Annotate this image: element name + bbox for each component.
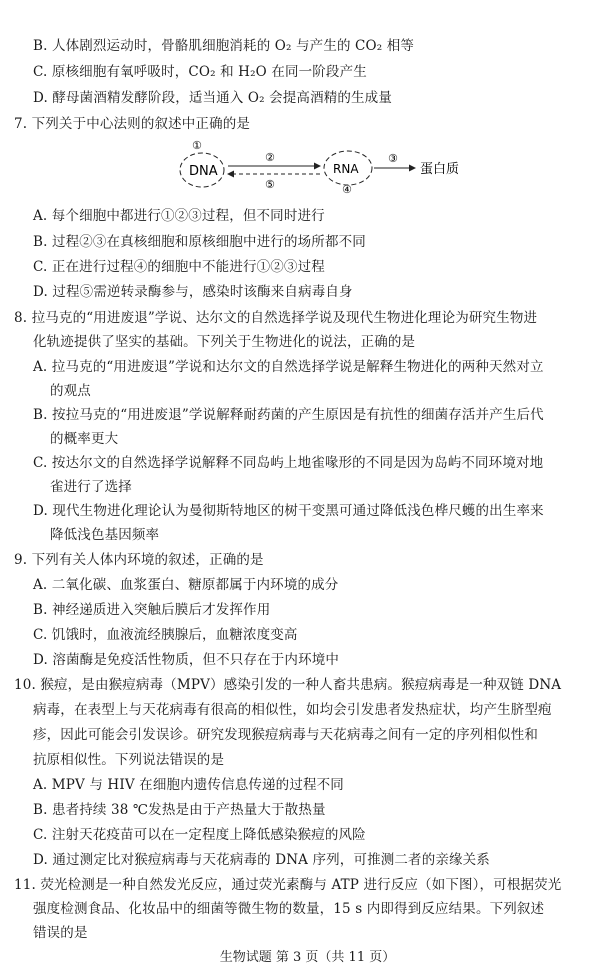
q8-stem-line2: 化轨迹提供了坚实的基础。下列关于生物进化的说法，正确的是 [33,334,416,350]
dna-node: DNA [189,164,218,179]
q8-option-a-line2: 的观点 [50,383,91,399]
step-4-label: ④ [342,183,352,194]
q7-option-a: A. 每个细胞中都进行①②③过程，但不同时进行 [33,208,325,224]
q7-option-b: B. 过程②③在真核细胞和原核细胞中进行的场所都不同 [33,234,366,250]
q8-option-a-line1: A. 拉马克的“用进废退”学说和达尔文的自然选择学说是解释生物进化的两种天然对立 [33,359,544,375]
rna-node: RNA [333,162,359,176]
q10-option-c: C. 注射天花疫苗可以在一定程度上降低感染猴痘的风险 [33,827,366,843]
page-footer: 生物试题 第 3 页（共 11 页） [219,950,396,965]
q9-option-a: A. 二氧化碳、血浆蛋白、糖原都属于内环境的成分 [33,577,339,593]
q11-stem-line2: 强度检测食品、化妆品中的细菌等微生物的数量，15 s 内即得到反应结果。下列叙述 [33,901,545,917]
q8-option-d-line1: D. 现代生物进化理论认为曼彻斯特地区的树干变黑可通过降低浅色桦尺蠖的出生率来 [33,503,544,519]
q8-option-c-line2: 雀进行了选择 [50,479,132,495]
q10-option-b: B. 患者持续 38 ℃发热是由于产热量大于散热量 [33,802,326,818]
q9-option-c: C. 饥饿时，血液流经胰腺后，血糖浓度变高 [33,627,298,643]
q10-option-d: D. 通过测定比对猴痘病毒与天花病毒的 DNA 序列，可推测二者的亲缘关系 [33,852,490,868]
q8-option-b-line1: B. 按拉马克的“用进废退”学说解释耐药菌的产生原因是有抗性的细菌存活并产生后代 [33,407,544,423]
q10-stem-line4: 抗原相似性。下列说法错误的是 [33,752,225,768]
step-5-label: ⑤ [265,178,275,191]
q7-stem: 7. 下列关于中心法则的叙述中正确的是 [14,116,251,132]
q10-stem-line3: 疹，因此可能会引发误诊。研究发现猴痘病毒与天花病毒之间有一定的序列相似性和 [33,727,539,743]
q8-option-d-line2: 降低浅色基因频率 [50,527,160,543]
q11-stem-line1: 11. 荧光检测是一种自然发光反应，通过荧光素酶与 ATP 进行反应（如下图），可根据荧光 [14,877,562,893]
protein-node: 蛋白质 [420,162,460,177]
step-1-label: ① [192,139,202,152]
q9-stem: 9. 下列有关人体内环境的叙述，正确的是 [14,552,264,568]
step-2-label: ② [265,151,275,164]
q7-option-c: C. 正在进行过程④的细胞中不能进行①②③过程 [33,259,325,275]
q8-option-c-line1: C. 按达尔文的自然选择学说解释不同岛屿上地雀喙形的不同是因为岛屿不同环境对地 [33,455,544,471]
q10-stem-line2: 病毒，在表型上与天花病毒有很高的相似性，如均会引发患者发热症状，均产生脐型疱 [33,702,552,718]
q10-stem-line1: 10. 猴痘，是由猴痘病毒（MPV）感染引发的一种人畜共患病。猴痘病毒是一种双链 DNA [14,677,562,693]
q6-option-b: B. 人体剧烈运动时，骨骼肌细胞消耗的 O₂ 与产生的 CO₂ 相等 [33,38,415,54]
q8-stem-line1: 8. 拉马克的“用进废退”学说、达尔文的自然选择学说及现代生物进化理论为研究生物进 [14,310,538,326]
q11-stem-line3: 错误的是 [33,925,88,941]
q8-option-b-line2: 的概率更大 [50,431,119,447]
q9-option-d: D. 溶菌酶是免疫活性物质，但不只存在于内环境中 [33,652,340,668]
step-3-label: ③ [388,152,398,165]
q7-option-d: D. 过程⑤需逆转录酶参与，感染时该酶来自病毒自身 [33,284,353,300]
central-dogma-diagram [170,136,490,194]
q6-option-d: D. 酵母菌酒精发酵阶段，适当通入 O₂ 会提高酒精的生成量 [33,90,392,106]
q6-option-c: C. 原核细胞有氧呼吸时，CO₂ 和 H₂O 在同一阶段产生 [33,64,367,80]
q10-option-a: A. MPV 与 HIV 在细胞内遗传信息传递的过程不同 [33,777,344,793]
q9-option-b: B. 神经递质进入突触后膜后才发挥作用 [33,602,271,618]
